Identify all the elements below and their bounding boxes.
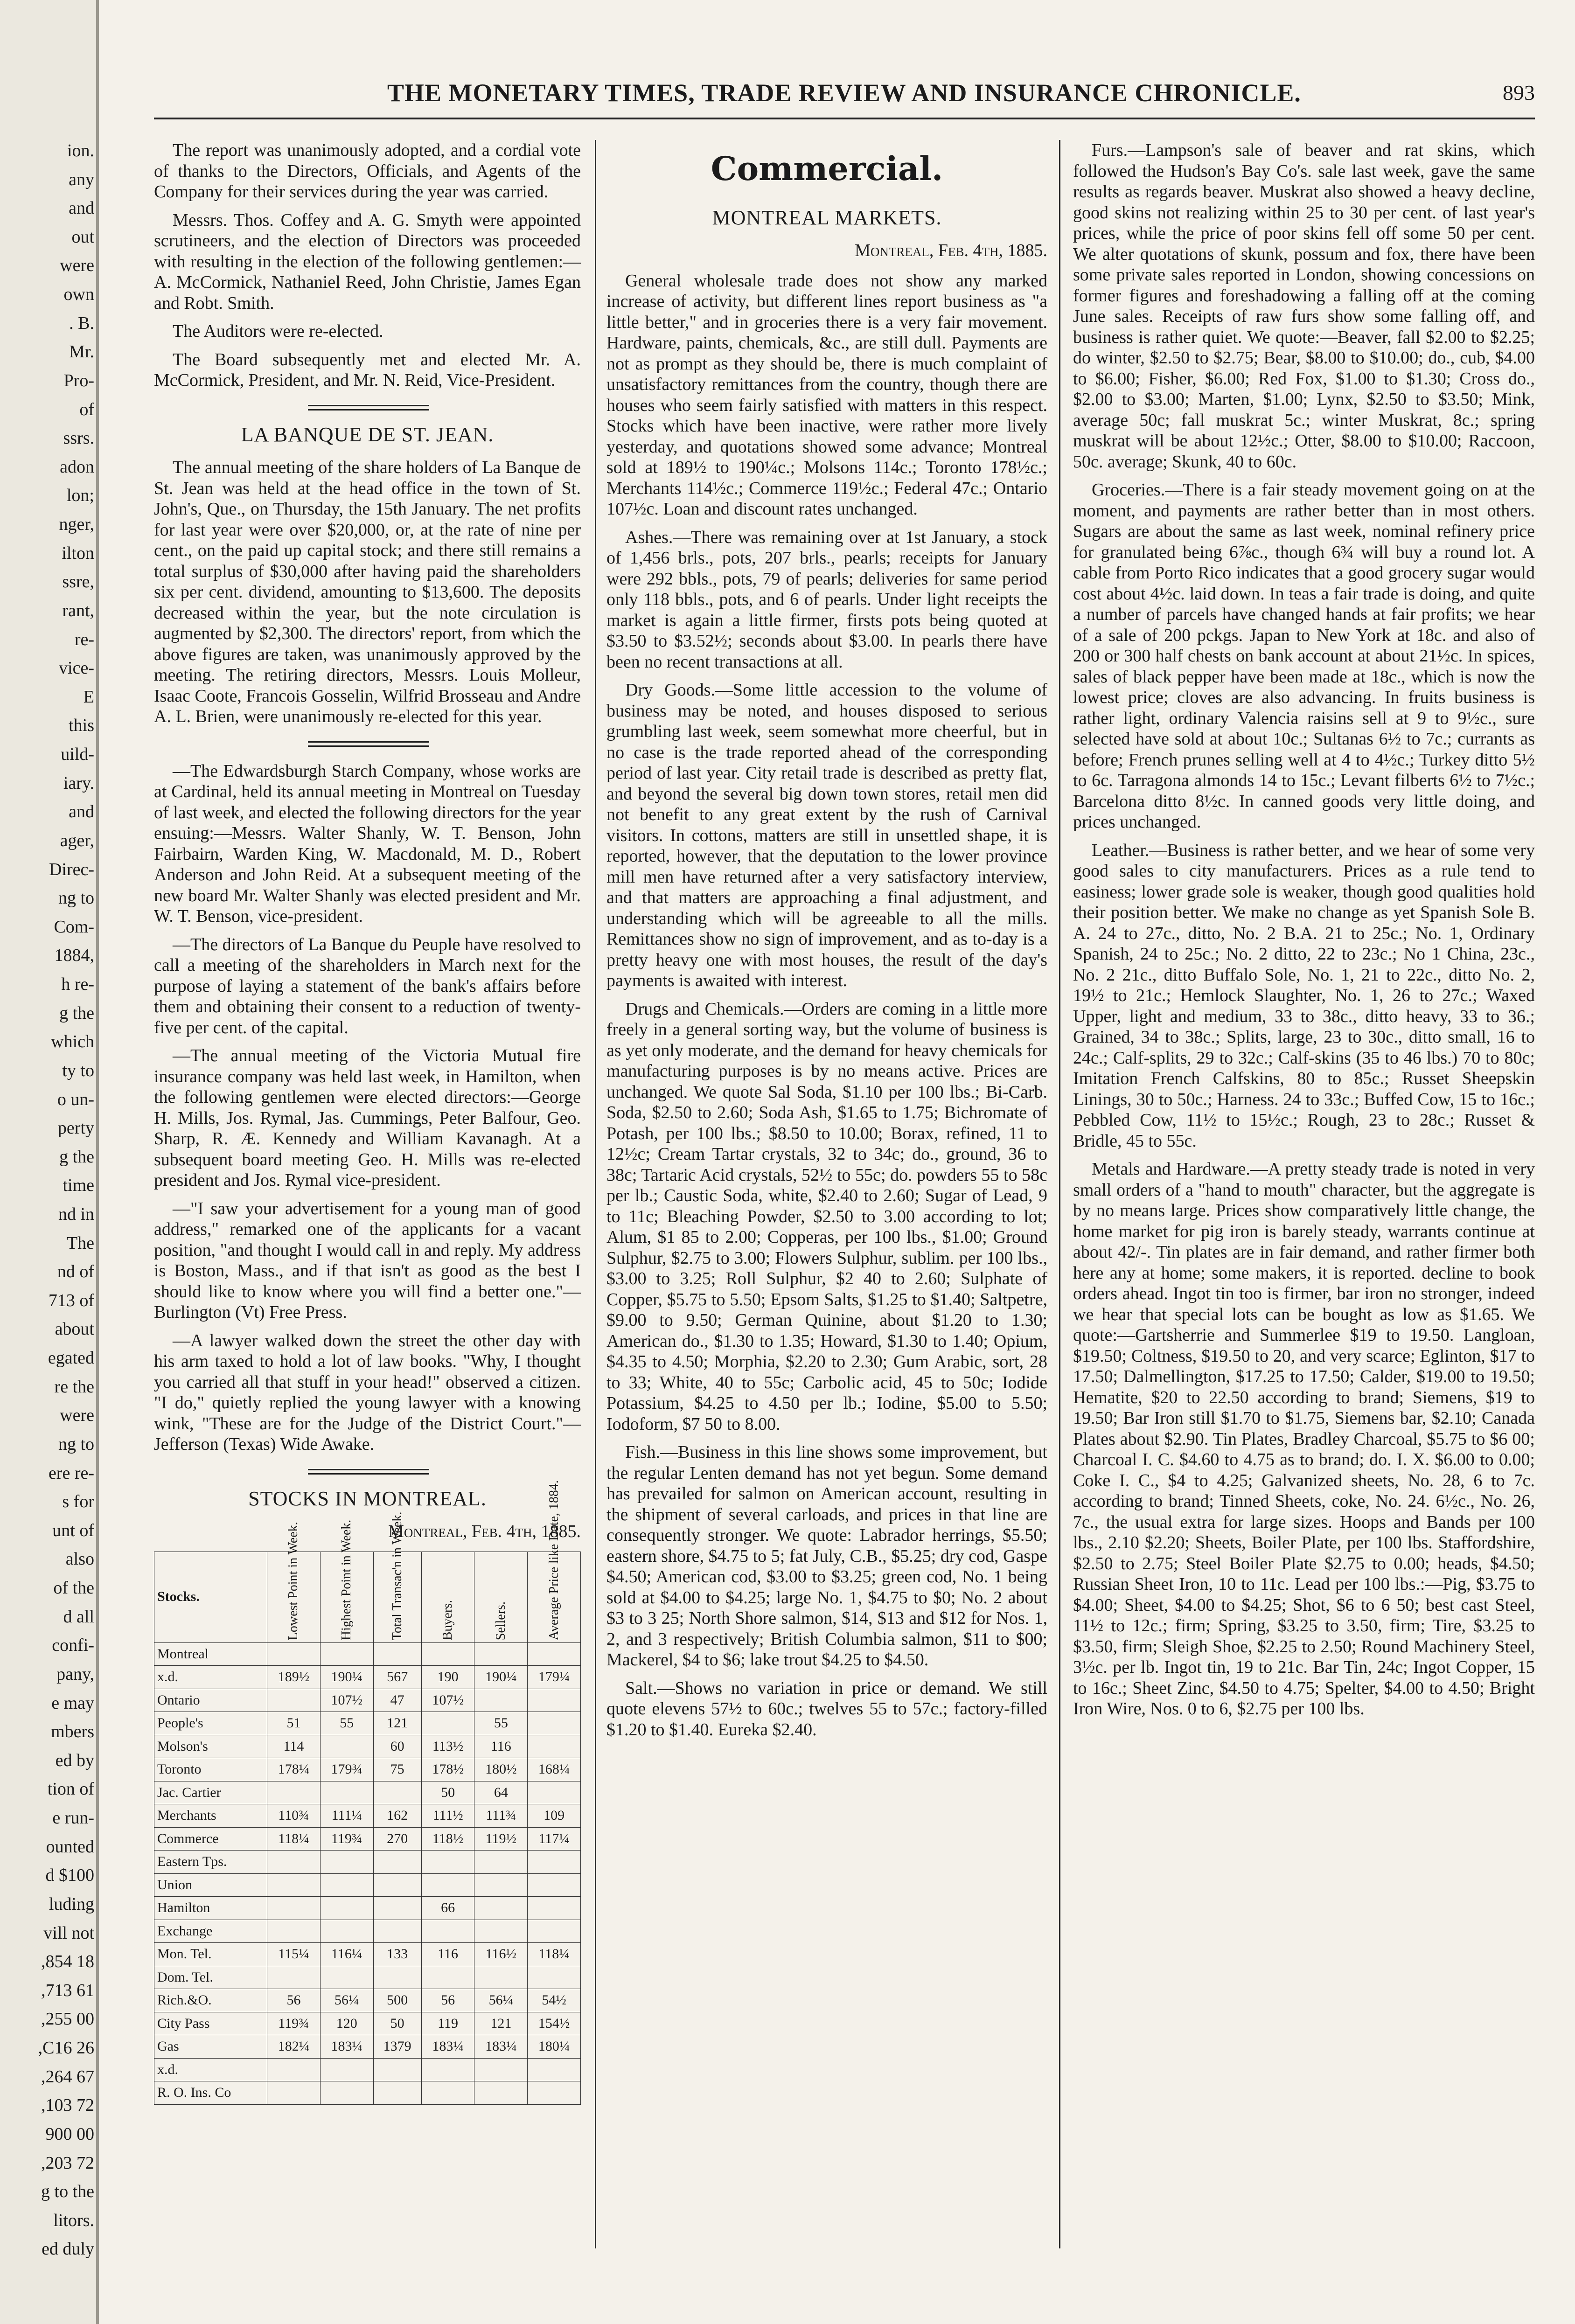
margin-fragment: unt of <box>52 1520 94 1540</box>
stock-value <box>421 1851 474 1874</box>
margin-fragment: and <box>69 802 94 822</box>
stock-name: Union <box>154 1873 267 1897</box>
market-report: Leather.—Business is rather better, and we hear of some very good sales to city manufacturers. Prices as a rule tend to easiness; lower grade sole is weaker, though good qualities hold their position better. We make no change as yet Spanish Sole B. A. 24 to 27c., ditto, No. 2 B.A. 21 to 25c.; No. 1, Ordinary Spanish, 24 to 25c.; No. 2 ditto, 22 to 23c.; No 1 China, 23c., No. 2 21c., ditto Buffalo Sole, No. 1, 21 to 22c., ditto No. 2, 19½ to 21c.; Hemlock Slaughter, No. 1, 26 to 27c.; Waxed Upper, light and medium, 33 to 38c., ditto heavy, 33 to 36.; Grained, 34 to 38c.; Splits, large, 23 to 30c., ditto small, 16 to 24c.; Calf-splits, 29 to 32c.; Calf-skins (35 to 46 lbs.) 70 to 80c; Imitation French Calfskins, 80 to 85c.; Russet Sheepskin Linings, 30 to 50c.; Harness. 24 to 33c.; Buffed Cow, 15 to 16c.; Pebbled Cow, 11½ to 15½c.; Rough, 23 to 28c.; Russet & Bridle, 45 to 55c. <box>1073 840 1535 1151</box>
stock-name: Molson's <box>154 1735 267 1758</box>
page-fold <box>96 0 99 2324</box>
margin-fragment: ere re- <box>48 1463 94 1483</box>
stock-name: x.d. <box>154 2058 267 2081</box>
margin-fragment: e run- <box>52 1808 94 1828</box>
markets-heading: MONTREAL MARKETS. <box>712 206 942 229</box>
margin-fragment: time <box>63 1176 94 1196</box>
margin-fragment: ager, <box>60 830 94 850</box>
article-paragraph: The report was unanimously adopted, and a cordial vote of thanks to the Directors, Officials, and Agents of the Company for their services during the year was carried. <box>154 140 581 202</box>
stock-value: 109 <box>528 1804 581 1828</box>
column-rule-2 <box>1059 140 1060 2248</box>
stock-value: 116¼ <box>320 1943 373 1966</box>
margin-fragment: re the <box>54 1377 94 1397</box>
stock-value: 54½ <box>528 1989 581 2012</box>
table-row <box>154 1642 581 1666</box>
stock-value: 110¾ <box>267 1804 321 1828</box>
news-item: —The annual meeting of the Victoria Mutual fire insurance company was held last week, in Hamilton, when the following gentlemen were elected directors:—George H. Mills, Jos. Rymal, Jas. Cummings, Peter Balfour, Geo. Sharp, R. Æ. Kennedy and William Kavanagh. At a subsequent board meeting Geo. H. Mills was re-elected president and Jos. Rymal vice-president. <box>154 1046 581 1190</box>
stocks-dateline: Montreal, Feb. 4th, 1885. <box>388 1522 581 1541</box>
table-row <box>154 1943 581 1966</box>
stock-value: 115¼ <box>267 1943 321 1966</box>
margin-fragment: vice- <box>59 658 94 678</box>
section-divider <box>308 741 429 747</box>
stock-value: 133 <box>373 1943 421 1966</box>
margin-fragment: The <box>66 1233 94 1253</box>
margin-fragment: out <box>71 227 94 247</box>
stock-value <box>320 1851 373 1874</box>
column-1 <box>154 140 581 2105</box>
margin-fragment: tion of <box>47 1779 94 1799</box>
section-title: Commercial. <box>711 149 943 188</box>
market-report: Drugs and Chemicals.—Orders are coming in a little more freely in a general sorting way, but the volume of business is as yet only moderate, and the demand for heavy chemicals for manufacturing purposes is by no means active. Prices are unchanged. We quote Sal Soda, $1.10 per 100 lbs.; Bi-Carb. Soda, $2.50 to 2.60; Soda Ash, $1.65 to 1.75; Bichromate of Potash, per 100 lbs.; $8.50 to 10.00; Borax, refined, 11 to 12½c; Cream Tartar crystals, 32 to 34c; do., ground, 36 to 38c; Tartaric Acid crystals, 52½ to 55c; do. powders 55 to 58c per lb.; Caustic Soda, white, $2.40 to 2.60; Sugar of Lead, 9 to 11c; Bleaching Powder, $2.50 to 3.00 according to lot; Alum, $1 85 to 2.00; Copperas, per 100 lbs., $1.00; Ground Sulphur, $2.75 to 3.00; Flowers Sulphur, sublim. per 100 lbs., $3.00 to 3.25; Roll Sulphur, $2 40 to 2.60; Sulphate of Copper, $5.75 to 5.50; Epsom Salts, $1.25 to $1.40; Saltpetre, $9.00 to 9.50; German Quinine, about $1.20 to 1.30; American do., $1.30 to 1.35; Howard, $1.30 to 1.40; Opium, $4.35 to 4.50; Morphia, $2.20 to 2.30; Gum Arabic, sort, 28 to 33; White, 40 to 55c; Carbolic acid, 45 to 50c; Iodide Potassium, $4.25 to 4.50 per lb.; Iodine, $5.00 to 5.50; Iodoform, $7 50 to 8.00. <box>606 999 1047 1434</box>
margin-fragment: ed duly <box>42 2239 94 2259</box>
stock-value: 56¼ <box>474 1989 528 2012</box>
margin-fragment: Direc- <box>49 859 94 879</box>
margin-fragment: adon <box>60 457 94 477</box>
stock-value <box>267 1920 321 1943</box>
stock-value <box>373 1851 421 1874</box>
margin-fragment: h re- <box>61 974 94 995</box>
stock-value: 56 <box>421 1989 474 2012</box>
header-rule <box>154 118 1535 119</box>
stock-value: 154½ <box>528 2012 581 2035</box>
markets-dateline: Montreal, Feb. 4th, 1885. <box>855 241 1047 260</box>
margin-fragment: were <box>60 256 94 276</box>
margin-fragment: pany, <box>56 1664 94 1684</box>
margin-fragment: which <box>51 1032 94 1052</box>
stocks-column-header: Total Transac'n in Week. <box>373 1552 421 1642</box>
margin-fragment: ,713 61 <box>41 1980 94 2000</box>
stock-value <box>267 1851 321 1874</box>
table-row <box>154 1712 581 1735</box>
stock-value <box>320 1642 373 1666</box>
margin-fragment: g the <box>59 1003 94 1023</box>
margin-fragment: ,C16 26 <box>38 2038 94 2058</box>
stock-value <box>528 1920 581 1943</box>
stock-value: 55 <box>474 1712 528 1735</box>
stock-value <box>373 2081 421 2105</box>
stock-value: 114 <box>267 1735 321 1758</box>
stock-name: Exchange <box>154 1920 267 1943</box>
stock-value: 180¼ <box>528 2035 581 2059</box>
margin-fragment: g the <box>59 1147 94 1167</box>
stock-value: 118½ <box>421 1827 474 1851</box>
margin-fragment: d $100 <box>45 1865 94 1886</box>
margin-fragment: this <box>69 716 94 736</box>
stock-value <box>421 1873 474 1897</box>
stock-value: 51 <box>267 1712 321 1735</box>
stock-name: Dom. Tel. <box>154 1966 267 1989</box>
stock-value <box>267 1781 321 1804</box>
stock-value <box>528 1897 581 1920</box>
stock-value: 107½ <box>320 1689 373 1712</box>
stock-value <box>528 1642 581 1666</box>
table-row <box>154 1781 581 1804</box>
stock-value <box>320 2081 373 2105</box>
table-row <box>154 1966 581 1989</box>
stock-value <box>528 1712 581 1735</box>
stock-value: 56¼ <box>320 1989 373 2012</box>
stock-value <box>474 1689 528 1712</box>
stock-value: 118¼ <box>528 1943 581 1966</box>
stock-value: 47 <box>373 1689 421 1712</box>
stocks-column-header: Sellers. <box>474 1552 528 1642</box>
stocks-heading: STOCKS IN MONTREAL. <box>248 1487 487 1510</box>
stock-name: x.d. <box>154 1666 267 1689</box>
stock-value: 107½ <box>421 1689 474 1712</box>
stock-value <box>421 2058 474 2081</box>
stock-value: 119½ <box>474 1827 528 1851</box>
stock-value <box>528 1851 581 1874</box>
stock-value: 64 <box>474 1781 528 1804</box>
margin-fragment: Pro- <box>63 370 94 390</box>
stock-value <box>474 1966 528 1989</box>
column-3 <box>1073 140 1535 1727</box>
margin-fragment: ssrs. <box>63 428 94 448</box>
margin-fragment: ng to <box>58 1434 94 1454</box>
stock-value: 120 <box>320 2012 373 2035</box>
stock-value: 121 <box>474 2012 528 2035</box>
article-paragraph: The Board subsequently met and elected Mr. A. McCormick, President, and Mr. N. Reid, Vice-President. <box>154 349 581 390</box>
stock-value: 119 <box>421 2012 474 2035</box>
margin-fragment: egated <box>48 1348 94 1368</box>
stock-value: 500 <box>373 1989 421 2012</box>
stock-value: 178½ <box>421 1758 474 1781</box>
stock-value: 116½ <box>474 1943 528 1966</box>
table-row <box>154 2035 581 2059</box>
table-row <box>154 1851 581 1874</box>
margin-fragment: nd of <box>57 1262 94 1282</box>
stock-value: 183¼ <box>474 2035 528 2059</box>
stock-value: 111½ <box>421 1804 474 1828</box>
column-2 <box>606 140 1047 1747</box>
margin-fragment: ,203 72 <box>41 2153 94 2173</box>
stock-value: 56 <box>267 1989 321 2012</box>
margin-fragment: any <box>69 169 94 189</box>
stock-name: Hamilton <box>154 1897 267 1920</box>
stock-value <box>474 1642 528 1666</box>
stock-name: R. O. Ins. Co <box>154 2081 267 2105</box>
stock-value: 66 <box>421 1897 474 1920</box>
margin-fragment: g to the <box>41 2182 94 2202</box>
stock-value <box>373 1642 421 1666</box>
stock-value <box>373 1920 421 1943</box>
news-item: —The directors of La Banque du Peuple have resolved to call a meeting of the shareholders in March next for the purpose of laying a statement of the bank's affairs before them and obtaining their consent to a reduction of twenty-five per cent. of the capital. <box>154 934 581 1037</box>
margin-fragment: ng to <box>58 888 94 908</box>
table-row <box>154 1873 581 1897</box>
stock-value <box>373 1897 421 1920</box>
stock-value: 179¼ <box>528 1666 581 1689</box>
stock-value: 111¾ <box>474 1804 528 1828</box>
stock-value <box>320 1873 373 1897</box>
stock-value <box>320 1920 373 1943</box>
margin-fragment: ilton <box>62 543 94 563</box>
margin-fragment: nd in <box>58 1204 94 1224</box>
stock-value: 190¼ <box>320 1666 373 1689</box>
article-paragraph: The annual meeting of the share holders of La Banque de St. Jean was held at the head office in the town of St. John's, Que., on Thursday, the 15th January. The net profits for last year were over $20,000, or, at the rate of nine per cent., on the paid up capital stock; and there still remains a total surplus of $30,000 after having paid the shareholders six per cent. dividend, amounting to $13,600. The deposits decreased within the year, but the note circulation is augmented by $2,300. The directors' report, from which the above figures are taken, was unanimously approved by the meeting. The retiring directors, Messrs. Louis Molleur, Isaac Coote, Francois Gosselin, Wilfrid Brosseau and Andre A. L. Brien, were unanimously re-elected for this year. <box>154 458 581 726</box>
stock-name: Ontario <box>154 1689 267 1712</box>
margin-fragment: nger, <box>59 515 94 535</box>
margin-fragment: e may <box>51 1693 94 1713</box>
stock-value <box>528 1781 581 1804</box>
stock-name: City Pass <box>154 2012 267 2035</box>
table-row <box>154 1989 581 2012</box>
stocks-column-header: Stocks. <box>154 1552 267 1642</box>
table-row <box>154 1666 581 1689</box>
stock-value <box>528 1689 581 1712</box>
market-report: Fish.—Business in this line shows some improvement, but the regular Lenten demand has not yet begun. Some demand has prevailed for salmon on American account, resulting in the shipment of several carloads, and prices in that line are consequently stronger. We quote: Labrador herrings, $5.50; eastern shore, $4.75 to 5; fat July, C.B., $5.25; dry cod, Gaspe $4.50; American cod, $3.00 to $3.25; green cod, No. 1 being sold at $4.00 to $4.25; large No. 1, $4.75 to $0; No. 2 about $3 to 3 25; North Shore salmon, $14, $13 and $12 for Nos. 1, 2, and 3 respectively; British Columbia salmon, $11 to $00; Mackerel, $4 to $6; lake trout $4.25 to $4.50. <box>606 1442 1047 1670</box>
table-row <box>154 1735 581 1758</box>
stock-value <box>421 1642 474 1666</box>
margin-fragment: ,264 67 <box>41 2067 94 2087</box>
margin-fragment: ,103 72 <box>41 2095 94 2115</box>
stock-name: Toronto <box>154 1758 267 1781</box>
stock-value <box>267 1966 321 1989</box>
margin-fragment: d all <box>63 1607 94 1627</box>
stock-value <box>421 2081 474 2105</box>
margin-fragment: about <box>55 1319 94 1339</box>
stocks-column-header: Lowest Point in Week. <box>267 1552 321 1642</box>
stock-value <box>320 2058 373 2081</box>
stock-value: 183¼ <box>320 2035 373 2059</box>
stock-value: 168¼ <box>528 1758 581 1781</box>
article-paragraph: Messrs. Thos. Coffey and A. G. Smyth were appointed scrutineers, and the election of Directors was proceeded with resulting in the election of the following gentlemen:—A. McCormick, Nathaniel Reed, John Christie, James Egan and Robt. Smith. <box>154 210 581 313</box>
stock-value: 190¼ <box>474 1666 528 1689</box>
stock-value: 117¼ <box>528 1827 581 1851</box>
market-report: Furs.—Lampson's sale of beaver and rat skins, which followed the Hudson's Bay Co's. sale last week, gave the same results as regards beaver. Muskrat also showed a heavy decline, good skins not realizing within 25 to 30 per cent. of last year's prices, while the price of poor skins fell off some 50 per cent. We alter quotations of skunk, possum and fox, there have been some private sales reported in London, showing concessions on former figures and foreshadowing a falling off at the coming June sales. Receipts of raw furs show some falling off, and business is rather quiet. We quote:—Beaver, fall $2.00 to $2.25; do winter, $2.50 to $2.75; Bear, $8.00 to $10.00; do., cub, $4.00 to $6.00; Fisher, $6.00; Red Fox, $1.00 to $1.30; Cross do., $2.00 to $3.00; Marten, $1.00; Lynx, $2.50 to $3.50; Mink, average 50c; fall muskrat 5c.; winter Muskrat, 8c.; spring muskrat will be about 12½c.; Otter, $8.00 to $10.00; Raccoon, 50c. average; Skunk, 40 to 60c. <box>1073 140 1535 472</box>
section-divider <box>308 1469 429 1475</box>
market-report: Ashes.—There was remaining over at 1st January, a stock of 1,456 brls., pots, 207 brls., pearls; receipts for January were 292 bbls., pots, 79 of pearls; deliveries for same period only 118 bbls., pots, and 6 of pearls. Under light receipts the market is again a little firmer, firsts pots being quoted at $3.50 to $3.52½; seconds about $3.00. In pearls there have been no recent transactions at all. <box>606 527 1047 672</box>
banque-heading: LA BANQUE DE ST. JEAN. <box>241 423 494 446</box>
stock-value <box>267 1642 321 1666</box>
table-row <box>154 1897 581 1920</box>
stock-name: Mon. Tel. <box>154 1943 267 1966</box>
news-item: —"I saw your advertisement for a young man of good address," remarked one of the applicants for a vacant position, "and thought I would call in and reply. My address is Boston, Mass., and if that isn't as good as the best I should like to know where you will find a better one."—Burlington (Vt) Free Press. <box>154 1198 581 1322</box>
margin-fragment: ,854 18 <box>41 1952 94 1972</box>
margin-fragment: own <box>63 285 94 305</box>
page-header <box>154 78 1535 111</box>
stock-value: 180½ <box>474 1758 528 1781</box>
left-page-edge <box>0 0 97 2324</box>
margin-fragment: of <box>79 399 94 419</box>
stock-value <box>528 2058 581 2081</box>
stock-value <box>320 1897 373 1920</box>
margin-fragment: Com- <box>54 917 94 937</box>
stock-value <box>373 1966 421 1989</box>
stock-value <box>421 1920 474 1943</box>
page-number: 893 <box>1503 81 1535 104</box>
stock-value: 75 <box>373 1758 421 1781</box>
stock-name: Merchants <box>154 1804 267 1828</box>
stock-value: 189½ <box>267 1666 321 1689</box>
market-report: General wholesale trade does not show any marked increase of activity, but different lines report business as "a little better," and in groceries there is a very fair movement. Hardware, paints, chemicals, &c., are still dull. Payments are not as prompt as they should be, there is much complaint of unsatisfactory remittances from the country, though there are houses who seem fairly satisfied with matters in this respect. Stocks which have been inactive, were rather more lively yesterday, and quotations showed some advance; Montreal sold at 189½ to 190¼c.; Molsons 114c.; Toronto 178½c.; Merchants 114½c.; Commerce 119½c.; Federal 47c.; Ontario 107½c. Loan and discount rates unchanged. <box>606 271 1047 519</box>
margin-fragment: 713 of <box>48 1290 94 1310</box>
stock-value <box>267 2058 321 2081</box>
market-report: Salt.—Shows no variation in price or demand. We still quote elevens 57½ to 60c.; twelves 55 to 57c.; factory-filled $1.20 to $1.40. Eureka $2.40. <box>606 1678 1047 1740</box>
stock-value: 60 <box>373 1735 421 1758</box>
section-divider <box>308 405 429 411</box>
stocks-column-header: Buyers. <box>421 1552 474 1642</box>
margin-fragment: lon; <box>66 486 94 506</box>
stock-value: 121 <box>373 1712 421 1735</box>
stock-value: 50 <box>373 2012 421 2035</box>
margin-fragment: litors. <box>53 2210 94 2230</box>
stock-value: 270 <box>373 1827 421 1851</box>
stock-value <box>267 1873 321 1897</box>
margin-fragment: re- <box>74 629 94 649</box>
margin-fragment: s for <box>62 1492 94 1512</box>
stock-value <box>373 1781 421 1804</box>
market-report: Metals and Hardware.—A pretty steady trade is noted in very small orders of a "hand to mouth" character, but the aggregate is by no means large. Prices show comparatively little change, the home market for pig iron is barely steady, warrants continue at about 42/-. Tin plates are in fair demand, and rather firmer both here any at home; some makers, it is reported. decline to book orders ahead. Ingot tin too is firmer, bar iron no stronger, indeed we hear that special lots can be bought as low as $1.65. We quote:—Gartsherrie and Summerlee $19 to 19.50. Langloan, $19.50; Coltness, $19.50 to 20, and very scarce; Eglinton, $17 to 17.50; Dalmellington, $17.25 to 17.50; Calder, $19.00 to 19.50; Hematite, $20 to 22.50 according to brand; Siemens, $19 to 19.50; Bar Iron still $1.70 to $1.75, Siemens bar, $2.10; Canada Plates about $2.90. Tin Plates, Bradley Charcoal, $5.75 to $6 00; Charcoal I. C. $4.60 to 4.75 as to brand; do. I. X. $6.00 to 0.00; Coke I. C., $4 to 4.25; Galvanized sheets, No. 28, 6 to 7c. according to brand; Tinned Sheets, coke, No. 24. 6½c., No. 26, 7c., the usual extra for large sizes. Hoops and Bands per 100 lbs., 2.10 $2.20; Sheets, Boiler Plate, per 100 lbs. Staffordshire, $2.50 to 2.75; Steel Boiler Plate $2.75 to 0.00; heads, $4.50; Russian Sheet Iron, 10 to 11c. Lead per 100 lbs.:—Pig, $3.75 to $4.00; Sheet, $4.00 to $4.25; Shot, $6 to 6 50; best cast Steel, 11½ to 12c.; firm; Spring, $3.25 to 3.50, firm; Tire, $3.25 to $3.50, firm; Sleigh Shoe, $2.25 to 2.50; Round Machinery Steel, 3½c. per lb. Ingot tin, 19 to 21c. Bar Tin, 24c; Ingot Copper, 15 to 16c.; Sheet Zinc, $4.50 to 4.75; Spelter, $4.00 to 4.50; Bright Iron Wire, Nos. 0 to 6, $2.75 per 100 lbs. <box>1073 1159 1535 1719</box>
margin-fragment: of the <box>53 1578 94 1598</box>
margin-fragment: luding <box>49 1894 94 1914</box>
margin-fragment: uild- <box>61 745 94 765</box>
margin-fragment: also <box>65 1549 94 1569</box>
stock-value: 50 <box>421 1781 474 1804</box>
stock-value <box>267 1897 321 1920</box>
masthead-title: THE MONETARY TIMES, TRADE REVIEW AND INSURANCE CHRONICLE. <box>387 79 1301 107</box>
market-report: Groceries.—There is a fair steady movement going on at the moment, and payments are rather better than in most others. Sugars are about the same as last week, nominal refinery price for granulated being 6⅞c., though 6¾ will buy a round lot. A cable from Porto Rico indicates that a good grocery sugar would cost about 4½c. laid down. In teas a fair trade is doing, and quite a number of parcels have changed hands at fair profits; we hear of a sale of 200 pckgs. Japan to New York at 18c. and also of 200 or 300 half chests on bank account at about 21½c. In spices, sales of black pepper have been made at 18c., which is now the lowest price; cloves are also advancing. In fruits business is rather light, ordinary Valencia raisins sell at 9 to 9½c., sure selected have sold at about 10c.; Sultanas 6½ to 7c.; currants as before; French prunes selling well at 4 to 4½c.; Turkey ditto 5½ to 6c. Tarragona almonds 14 to 15c.; Levant filberts 6½ to 7½c.; Barcelona ditto 8½c. In canned goods very little doing, and prices unchanged. <box>1073 480 1535 832</box>
stock-value: 162 <box>373 1804 421 1828</box>
margin-fragment: E <box>83 687 94 707</box>
stock-value: 1379 <box>373 2035 421 2059</box>
stock-value <box>474 1851 528 1874</box>
stock-name: People's <box>154 1712 267 1735</box>
stock-value: 116 <box>421 1943 474 1966</box>
stock-name: Rich.&O. <box>154 1989 267 2012</box>
stock-value <box>421 1712 474 1735</box>
stock-value: 113½ <box>421 1735 474 1758</box>
margin-fragment: ed by <box>55 1750 94 1770</box>
table-row <box>154 1758 581 1781</box>
stock-value <box>474 2081 528 2105</box>
article-paragraph: The Auditors were re-elected. <box>173 321 383 341</box>
news-item: —A lawyer walked down the street the other day with his arm taxed to hold a lot of law books. "Why, I thought you carried all that stuff in your head!" observed a citizen. "I do," quietly replied the young lawyer with a knowing wink, "These are for the Judge of the District Court."—Jefferson (Texas) Wide Awake. <box>154 1330 581 1454</box>
stock-value: 183¼ <box>421 2035 474 2059</box>
margin-fragment: iary. <box>63 773 94 793</box>
table-row <box>154 2081 581 2105</box>
margin-fragment: were <box>60 1406 94 1426</box>
margin-fragment: ,255 00 <box>41 2009 94 2029</box>
stock-name: Commerce <box>154 1827 267 1851</box>
stock-value <box>474 1897 528 1920</box>
margin-fragment: and <box>69 198 94 218</box>
stock-value: 119¾ <box>320 1827 373 1851</box>
stocks-column-header: Highest Point in Week. <box>320 1552 373 1642</box>
stock-name: Jac. Cartier <box>154 1781 267 1804</box>
stock-value: 567 <box>373 1666 421 1689</box>
margin-fragment: o un- <box>57 1089 94 1109</box>
stock-value: 111¼ <box>320 1804 373 1828</box>
stock-value <box>373 1873 421 1897</box>
stock-value <box>528 1735 581 1758</box>
margin-fragment: ounted <box>46 1837 94 1857</box>
table-row <box>154 2012 581 2035</box>
margin-fragment: vill not <box>43 1923 94 1943</box>
table-row <box>154 1804 581 1828</box>
margin-fragment: ssre, <box>62 572 94 592</box>
stock-value <box>421 1966 474 1989</box>
stock-value: 179¾ <box>320 1758 373 1781</box>
stock-value: 55 <box>320 1712 373 1735</box>
stock-value <box>474 2058 528 2081</box>
stock-value <box>320 1735 373 1758</box>
margin-fragment: Mr. <box>69 342 94 362</box>
stock-value: 182¼ <box>267 2035 321 2059</box>
margin-fragment: confi- <box>52 1635 94 1656</box>
table-row <box>154 2058 581 2081</box>
margin-fragment: perty <box>57 1118 94 1138</box>
stock-value <box>320 1966 373 1989</box>
margin-fragment: mbers <box>51 1722 94 1742</box>
news-item: —The Edwardsburgh Starch Company, whose works are at Cardinal, held its annual meeting in Montreal on Tuesday of last week, and elected the following directors for the year ensuing:—Messrs. Walter Shanly, W. T. Benson, John Fairbairn, Warden King, W. Macdonald, M. D., Robert Anderson and John Reid. At a subsequent meeting of the new board Mr. Walter Shanly was elected president and Mr. W. T. Benson, vice-president. <box>154 761 581 926</box>
stock-value: 178¼ <box>267 1758 321 1781</box>
margin-fragment: ion. <box>67 141 94 160</box>
stock-value: 119¾ <box>267 2012 321 2035</box>
stock-value <box>320 1781 373 1804</box>
margin-fragment: 1884, <box>54 946 94 966</box>
margin-fragment: rant, <box>62 600 94 620</box>
margin-fragment: . B. <box>69 313 94 333</box>
stock-value <box>528 1966 581 1989</box>
stock-value <box>474 1873 528 1897</box>
stock-value <box>373 2058 421 2081</box>
stock-value: 190 <box>421 1666 474 1689</box>
stock-value <box>528 2081 581 2105</box>
table-row <box>154 1827 581 1851</box>
stock-name: Gas <box>154 2035 267 2059</box>
table-row <box>154 1689 581 1712</box>
stock-value <box>474 1920 528 1943</box>
stocks-column-header: Average Price like Date, 1884. <box>528 1552 581 1642</box>
stock-value <box>267 2081 321 2105</box>
stock-name: Eastern Tps. <box>154 1851 267 1874</box>
margin-fragment: ty to <box>62 1060 94 1080</box>
market-report: Dry Goods.—Some little accession to the volume of business may be noted, and houses disposed to serious grumbling last week, seem somewhat more cheerful, but in no case is the trade reported ahead of the corresponding period of last year. City retail trade is described as pretty flat, and beyond the several big down town stores, retail men did not benefit to any great extent by the rush of Carnival visitors. In cottons, matters are still in unsettled shape, it is reported, however, that the deputation to the lower province mill men have returned after a very satisfactory interview, and that matters are approaching a final adjustment, and understanding which will be agreeable to all the mills. Remittances show no sign of improvement, and as to-day is a pretty heavy one with most houses, the result of the day's payments is awaited with interest. <box>606 680 1047 990</box>
table-row <box>154 1920 581 1943</box>
stock-value: 116 <box>474 1735 528 1758</box>
stock-value <box>267 1689 321 1712</box>
margin-fragment: 900 00 <box>45 2124 94 2144</box>
stock-name: Montreal <box>154 1642 267 1666</box>
column-rule-1 <box>595 140 596 2248</box>
stock-value <box>528 1873 581 1897</box>
stock-value: 118¼ <box>267 1827 321 1851</box>
